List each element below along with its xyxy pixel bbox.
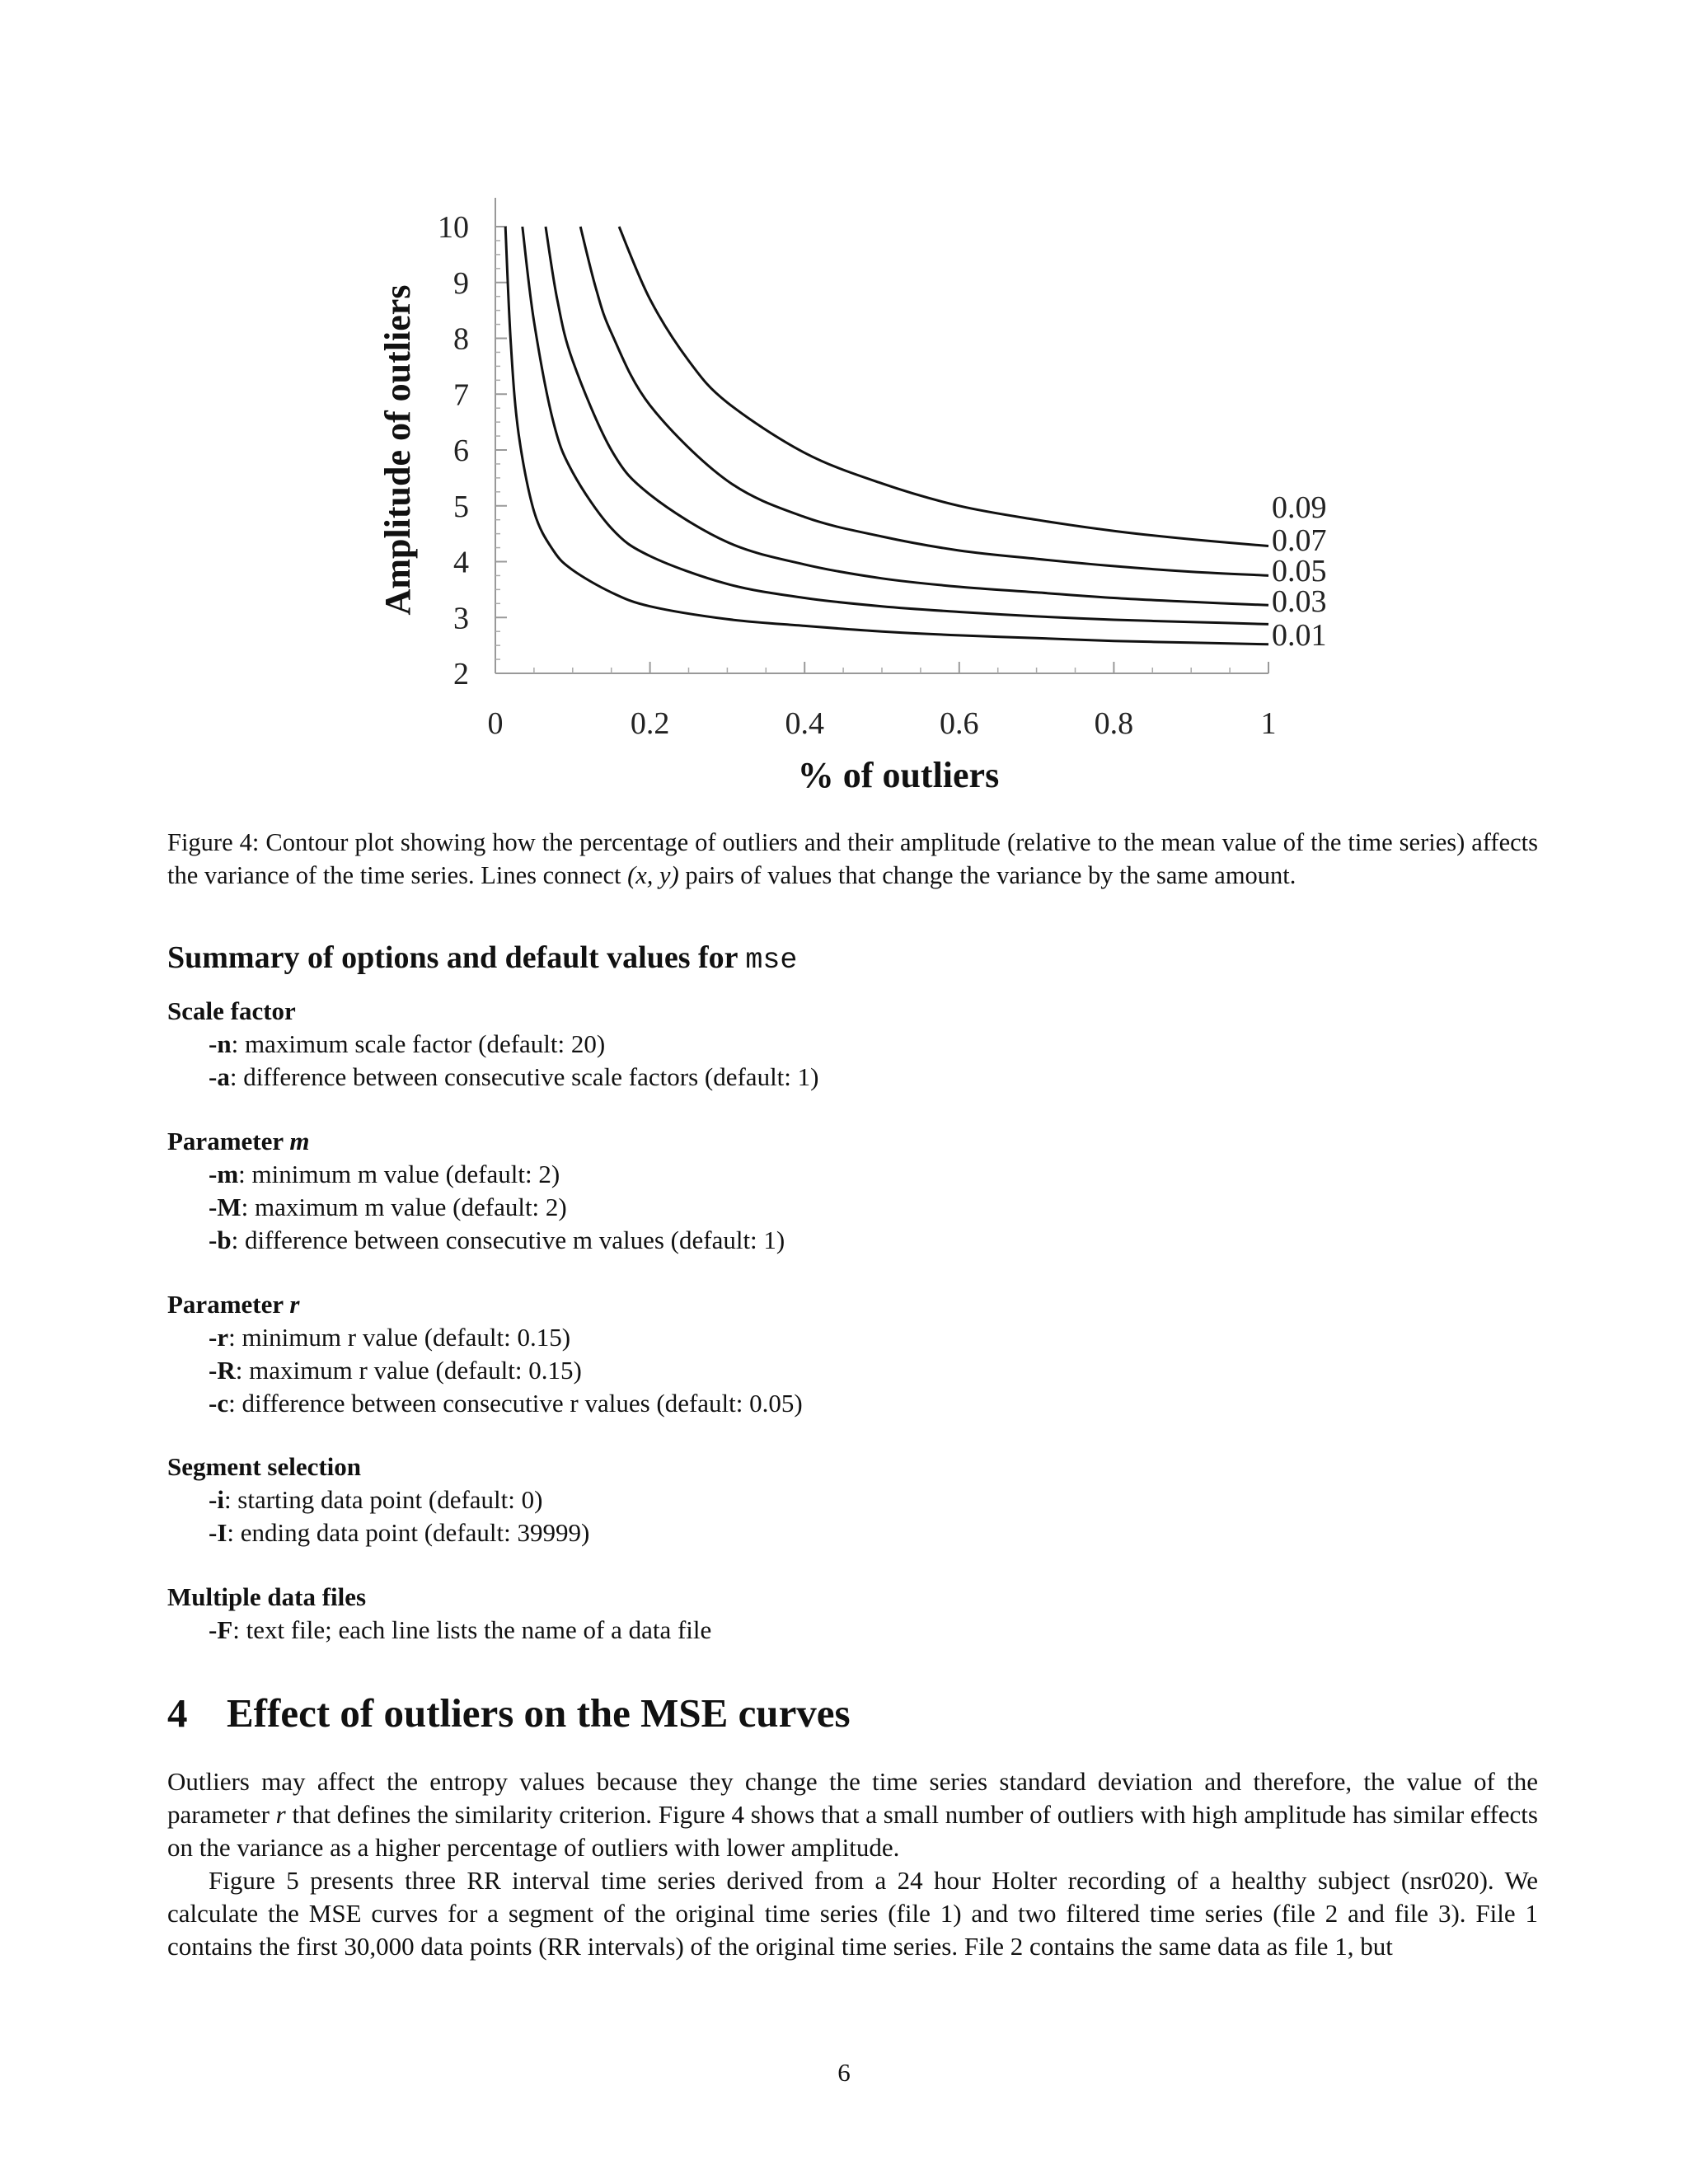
group-heading: Parameter r bbox=[167, 1290, 300, 1319]
options-group-parameter-m bbox=[167, 1125, 785, 1257]
x-tick-label: 0.6 bbox=[940, 706, 979, 741]
option-line: -F: text file; each line lists the name of a data file bbox=[209, 1615, 712, 1644]
y-axis-title: Amplitude of outliers bbox=[377, 284, 418, 616]
y-tick-label: 9 bbox=[453, 265, 469, 301]
option-line: -i: starting data point (default: 0) bbox=[209, 1485, 543, 1514]
group-heading: Parameter m bbox=[167, 1127, 310, 1155]
option-line: -r: minimum r value (default: 0.15) bbox=[209, 1323, 571, 1352]
group-heading: Multiple data files bbox=[167, 1582, 367, 1611]
contour-label: 0.07 bbox=[1272, 523, 1327, 558]
options-group-parameter-r bbox=[167, 1288, 803, 1420]
x-tick-label: 1 bbox=[1260, 706, 1277, 741]
contour-line-0-07 bbox=[580, 227, 1268, 575]
y-tick-label: 5 bbox=[453, 489, 469, 524]
section-body bbox=[167, 1765, 1538, 1963]
y-tick-label: 2 bbox=[453, 657, 469, 691]
options-group-multiple-data-files bbox=[167, 1581, 711, 1647]
contour-line-0-09 bbox=[619, 227, 1268, 546]
contour-label: 0.05 bbox=[1272, 554, 1327, 588]
chart-curves bbox=[505, 227, 1268, 644]
section-heading: 4 Effect of outliers on the MSE curves bbox=[167, 1690, 851, 1736]
paragraph: Outliers may affect the entropy values because they change the time series standard deviation and therefore, the value of the parameter r that defines the similarity criterion. Figure 4 shows that a small number of outliers with high amplitude has similar effects on the variance as a higher percentage of outliers with lower amplitude. bbox=[167, 1767, 1538, 1862]
option-line: -n: maximum scale factor (default: 20) bbox=[209, 1029, 606, 1058]
y-tick-label: 3 bbox=[453, 601, 469, 636]
x-tick-label: 0.2 bbox=[630, 706, 670, 741]
contour-line-0-01 bbox=[505, 227, 1268, 644]
page-number: 6 bbox=[837, 2058, 851, 2087]
group-heading: Scale factor bbox=[167, 996, 296, 1025]
x-tick-label: 0.8 bbox=[1094, 706, 1134, 741]
contour-label: 0.03 bbox=[1272, 584, 1327, 619]
paragraph: Figure 5 presents three RR interval time series derived from a 24 hour Holter recording of a healthy subject (nsr020). We calculate the MSE curves for a segment of the original time series (file 1) and two filtered time series (file 2 and file 3). File 1 contains the first 30,000 data points (RR intervals) of the original time series. File 2 contains the same data as file 1, but bbox=[167, 1866, 1538, 1961]
option-line: -R: maximum r value (default: 0.15) bbox=[209, 1356, 582, 1385]
option-line: -b: difference between consecutive m values (default: 1) bbox=[209, 1226, 785, 1254]
option-line: -c: difference between consecutive r values (default: 0.05) bbox=[209, 1389, 803, 1418]
option-line: -I: ending data point (default: 39999) bbox=[209, 1518, 590, 1547]
contour-chart bbox=[0, 0, 1688, 824]
options-group-segment-selection bbox=[167, 1451, 589, 1549]
group-heading: Segment selection bbox=[167, 1452, 362, 1481]
figure-caption: Figure 4: Contour plot showing how the percentage of outliers and their amplitude (relative to the mean value of the time series) affects the variance of the time series. Lines connect (x, y) pairs of values that change the variance by the same amount. bbox=[167, 828, 1538, 889]
contour-line-0-03 bbox=[523, 227, 1268, 624]
chart-axes bbox=[438, 198, 1277, 741]
chart-labels bbox=[377, 285, 1327, 795]
summary-title: Summary of options and default values for mse bbox=[167, 940, 798, 977]
y-tick-label: 4 bbox=[453, 545, 469, 580]
x-axis-title: % of outliers bbox=[797, 755, 1000, 795]
y-tick-label: 8 bbox=[453, 321, 469, 357]
x-tick-label: 0 bbox=[487, 706, 504, 741]
y-tick-label: 10 bbox=[438, 210, 469, 245]
y-tick-label: 7 bbox=[453, 377, 469, 413]
option-line: -a: difference between consecutive scale factors (default: 1) bbox=[209, 1062, 819, 1091]
y-tick-label: 6 bbox=[453, 434, 469, 468]
x-tick-label: 0.4 bbox=[785, 706, 824, 741]
contour-label: 0.01 bbox=[1272, 618, 1327, 653]
contour-label: 0.09 bbox=[1272, 490, 1327, 525]
contour-line-0-05 bbox=[546, 227, 1268, 605]
option-line: -M: maximum m value (default: 2) bbox=[209, 1193, 567, 1221]
option-line: -m: minimum m value (default: 2) bbox=[209, 1160, 560, 1188]
options-group-scale-factor bbox=[167, 995, 818, 1094]
